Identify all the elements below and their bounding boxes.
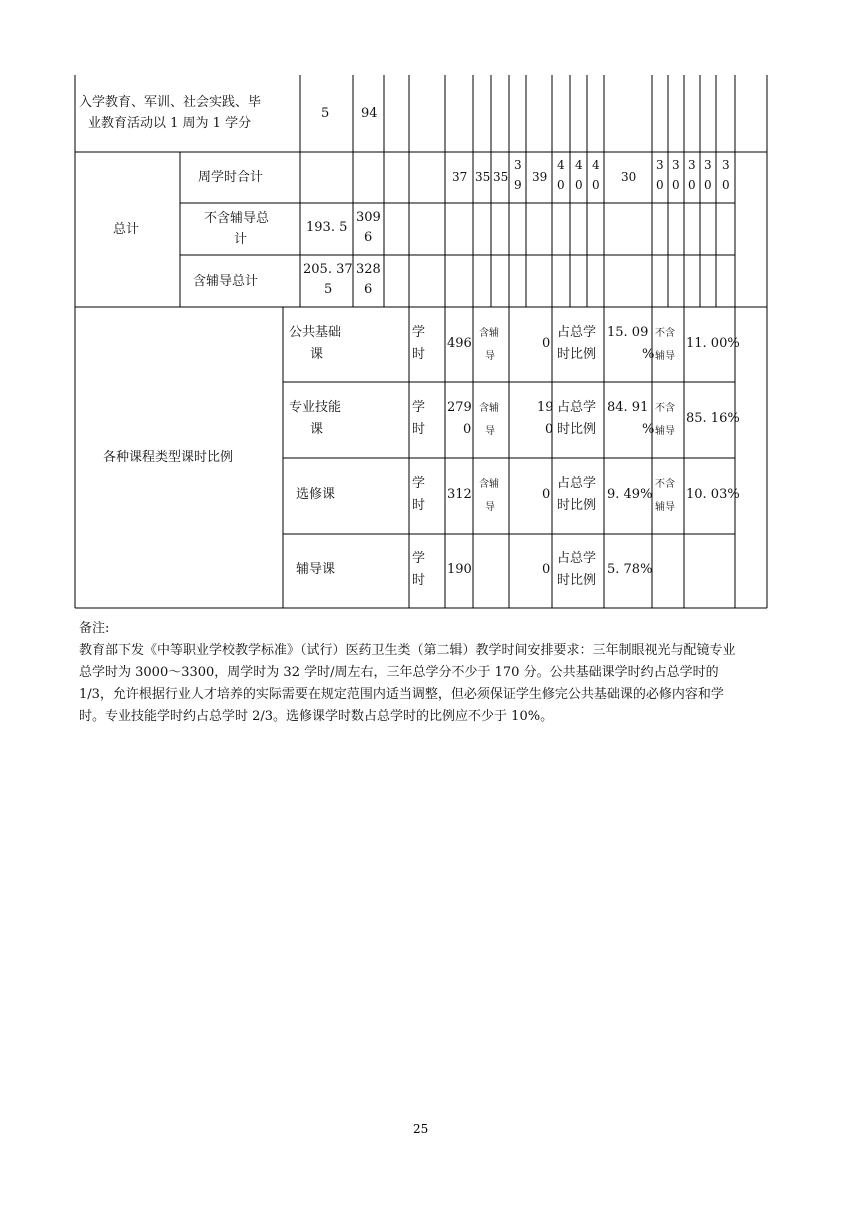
incl-tutoring-hours-line2: 6: [364, 282, 373, 297]
incl-tutoring-hours-line1: 328: [356, 262, 381, 277]
tutoring-hours: 0: [542, 487, 551, 502]
weekly-hours-cell: 3: [722, 158, 730, 172]
excl-tutoring-hours-line1: 309: [356, 210, 381, 225]
tutoring-label: 含辅: [479, 479, 499, 490]
activity-label-line1: 入学教育、军训、社会实践、毕: [79, 95, 262, 110]
tutoring-label: 导: [485, 351, 495, 362]
ratio-section-label: 各种课程类型课时比例: [103, 450, 234, 465]
excl-tutoring-credits: 193. 5: [306, 220, 348, 235]
weekly-hours-cell: 0: [704, 178, 712, 192]
share-label: 占总学: [557, 325, 597, 340]
share-label: 时比例: [557, 498, 597, 513]
weekly-hours-cell: 0: [688, 178, 696, 192]
weekly-hours-cell: 0: [557, 178, 565, 192]
tutoring-label: 导: [485, 426, 495, 437]
weekly-hours-cell: 9: [514, 178, 522, 192]
excl-tutoring-label-line2: 计: [234, 232, 248, 247]
weekly-hours-cell: 35: [493, 170, 509, 184]
share-percent: %: [642, 347, 655, 362]
share-label: 占总学: [557, 400, 597, 415]
share-label: 占总学: [557, 476, 597, 491]
incl-tutoring-credits-line2: 5: [324, 282, 333, 297]
weekly-hours-cell: 0: [656, 178, 664, 192]
share-percent: 5. 78%: [607, 562, 653, 577]
total-label: 总计: [113, 222, 140, 237]
no-tutoring-label: 不含: [655, 328, 675, 339]
share-label: 时比例: [557, 573, 597, 588]
weekly-hours-cell: 3: [656, 158, 664, 172]
course-type-name: 公共基础: [289, 325, 342, 340]
tutoring-hours: 0: [542, 562, 551, 577]
weekly-hours-cell: 3: [688, 158, 696, 172]
incl-tutoring-credits-line1: 205. 37: [303, 262, 353, 277]
course-type-name: 辅导课: [296, 562, 336, 577]
course-hours: 279: [447, 400, 472, 415]
share-percent: %: [642, 422, 655, 437]
tutoring-label: 导: [485, 502, 495, 513]
course-type-name: 专业技能: [289, 400, 342, 415]
weekly-hours-cell: 4: [592, 158, 600, 172]
excl-tutoring-label-line1: 不含辅导总: [204, 211, 270, 226]
activity-hours: 94: [361, 106, 378, 121]
notes-paragraph: 教育部下发《中等职业学校教学标准》（试行）医药卫生类（第二辑）教学时间安排要求：三年制眼视光与配镜专业总学时为 3000～3300，周学时为 32 学时/周左右，三年总学分不少于 170 分。公共基础课学时约占总学时的 1/3，允许根据行业人才培养的实际需要在规定范围内适当调整，但必须保证学生修完公共基础课的必修内容和学时。专业技能学时约占总学时 2/3。选修课学时数占总学时的比例应不少于 10%。: [79, 643, 736, 724]
share-label: 时比例: [557, 422, 597, 437]
course-hours: 312: [447, 487, 472, 502]
weekly-hours-cell: 4: [575, 158, 583, 172]
course-hours: 190: [447, 562, 472, 577]
weekly-hours-cell: 0: [672, 178, 680, 192]
weekly-hours-cell: 0: [592, 178, 600, 192]
page-number: 25: [413, 1122, 429, 1136]
incl-tutoring-label: 含辅导总计: [193, 274, 259, 289]
no-tutoring-label: 辅导: [655, 351, 675, 362]
weekly-hours-label: 周学时合计: [198, 170, 264, 185]
tutoring-label: 含辅: [479, 328, 499, 339]
share-percent: 9. 49%: [607, 487, 653, 502]
course-hours: 0: [463, 422, 472, 437]
weekly-hours-cell: 4: [557, 158, 565, 172]
weekly-hours-cell: 3: [514, 158, 522, 172]
weekly-hours-cell: 35: [475, 170, 491, 184]
course-type-name: 课: [310, 422, 324, 437]
share-label: 占总学: [557, 551, 597, 566]
weekly-hours-cell: 37: [452, 170, 468, 184]
unit-label: 学: [412, 400, 426, 415]
no-tutoring-label: 辅导: [655, 426, 675, 437]
weekly-hours-cell: 39: [532, 170, 548, 184]
share-percent-no-tutoring: 11. 00%: [686, 336, 740, 351]
no-tutoring-label: 不含: [655, 403, 675, 414]
no-tutoring-label: 辅导: [655, 502, 675, 513]
excl-tutoring-hours-line2: 6: [364, 230, 373, 245]
course-hours: 496: [447, 336, 472, 351]
unit-label: 时: [412, 573, 426, 588]
weekly-hours-cell: 0: [575, 178, 583, 192]
share-percent: 84. 91: [607, 400, 649, 415]
share-percent-no-tutoring: 10. 03%: [686, 487, 740, 502]
activity-credits: 5: [321, 106, 330, 121]
no-tutoring-label: 不含: [655, 479, 675, 490]
weekly-hours-cell: 0: [722, 178, 730, 192]
share-percent-no-tutoring: 85. 16%: [686, 411, 740, 426]
unit-label: 学: [412, 551, 426, 566]
tutoring-hours: 19: [537, 400, 554, 415]
course-type-name: 选修课: [296, 487, 336, 502]
weekly-hours-cell: 3: [704, 158, 712, 172]
unit-label: 学: [412, 325, 426, 340]
share-percent: 15. 09: [607, 325, 649, 340]
unit-label: 学: [412, 476, 426, 491]
notes: [79, 618, 741, 728]
course-type-name: 课: [310, 347, 324, 362]
tutoring-hours: 0: [542, 336, 551, 351]
tutoring-label: 含辅: [479, 403, 499, 414]
activity-label-line2: 业教育活动以 1 周为 1 学分: [88, 116, 252, 131]
share-label: 时比例: [557, 347, 597, 362]
weekly-hours-cell: 3: [672, 158, 680, 172]
unit-label: 时: [412, 347, 426, 362]
unit-label: 时: [412, 422, 426, 437]
unit-label: 时: [412, 498, 426, 513]
notes-heading: 备注:: [79, 621, 110, 636]
tutoring-hours: 0: [545, 422, 554, 437]
weekly-hours-cell: 30: [621, 170, 637, 184]
